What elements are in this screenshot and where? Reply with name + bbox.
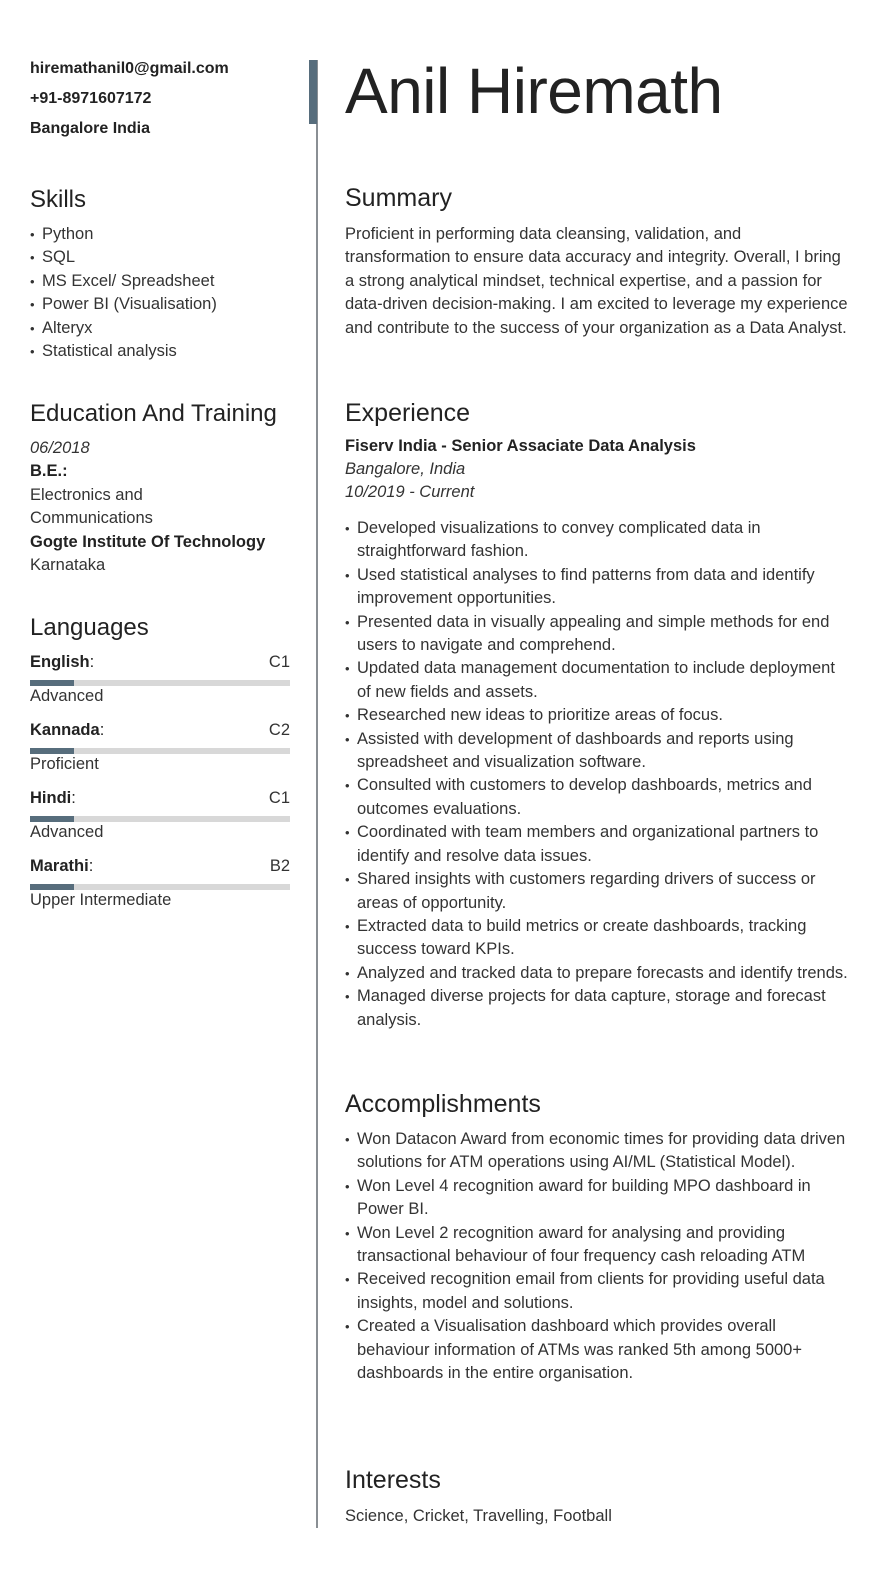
language-kannada <box>30 721 290 781</box>
language-level: C2 <box>268 721 290 739</box>
language-proficiency-fill <box>30 748 74 754</box>
skills-list <box>30 223 217 363</box>
experience-bullet: • Presented data in visually appealing and simple methods for end users to navigate and comprehend. <box>345 611 850 658</box>
accomplishment-bullet: • Won Datacon Award from economic times for providing data driven solutions for ATM operations using AI/ML (Statistical Model). <box>345 1128 850 1175</box>
language-description: Advanced <box>30 823 104 841</box>
experience-heading: Experience <box>345 399 471 427</box>
language-marathi <box>30 857 290 917</box>
education-degree: B.E.: <box>30 462 68 481</box>
contact-phone[interactable]: +91-8971607172 <box>30 90 152 107</box>
summary-heading: Summary <box>345 184 452 212</box>
interests-text: Science, Cricket, Travelling, Football <box>345 1507 612 1525</box>
accomplishment-bullet: • Won Level 2 recognition award for analysing and providing transactional behaviour of four frequency cash reloading ATM <box>345 1222 850 1269</box>
language-name: Kannada: <box>30 721 105 739</box>
experience-bullet: • Coordinated with team members and organizational partners to identify and resolve data issues. <box>345 821 850 868</box>
language-proficiency-bar <box>30 884 290 890</box>
skill-item: • Alteryx <box>30 317 217 340</box>
language-description: Upper Intermediate <box>30 891 172 909</box>
job-location: Bangalore, India <box>345 460 466 478</box>
contact-location: Bangalore India <box>30 120 151 137</box>
language-name: English: <box>30 653 95 671</box>
job-title: Fiserv India - Senior Assaciate Data Analysis <box>345 437 696 455</box>
education-heading: Education And Training <box>30 400 277 427</box>
candidate-name: Anil Hiremath <box>345 55 723 127</box>
accomplishment-bullet: • Won Level 4 recognition award for building MPO dashboard in Power BI. <box>345 1175 850 1222</box>
language-name: Hindi: <box>30 789 76 807</box>
skill-item: • Python <box>30 223 217 246</box>
language-name: Marathi: <box>30 857 94 875</box>
language-english <box>30 653 290 713</box>
job-dates: 10/2019 - Current <box>345 483 475 501</box>
language-description: Advanced <box>30 687 104 705</box>
accomplishments-heading: Accomplishments <box>345 1090 541 1118</box>
language-proficiency-fill <box>30 884 74 890</box>
accomplishments-bullets <box>345 1128 850 1385</box>
experience-bullet: • Extracted data to build metrics or create dashboards, tracking success toward KPIs. <box>345 915 850 962</box>
skill-item: • MS Excel/ Spreadsheet <box>30 270 217 293</box>
skill-item: • Statistical analysis <box>30 340 217 363</box>
accomplishment-bullet: • Received recognition email from clients for providing useful data insights, model and solutions. <box>345 1268 850 1315</box>
experience-bullet: • Shared insights with customers regarding drivers of success or areas of opportunity. <box>345 868 850 915</box>
language-proficiency-fill <box>30 680 74 686</box>
experience-bullet: • Analyzed and tracked data to prepare forecasts and identify trends. <box>345 962 850 985</box>
experience-bullet: • Assisted with development of dashboards and reports using spreadsheet and visualization software. <box>345 728 850 775</box>
summary-text: Proficient in performing data cleansing, validation, and transformation to ensure data accuracy and integrity. Overall, I bring a strong analytical mindset, technical expertise, and a passion for data-driven decision-making. I am excited to leverage my experience and contribute to the success of your organization as a Data Analyst. <box>345 225 848 337</box>
languages-heading: Languages <box>30 614 149 641</box>
skill-item: • SQL <box>30 246 217 269</box>
education-institution: Gogte Institute Of Technology <box>30 532 266 551</box>
skills-heading: Skills <box>30 186 87 213</box>
language-proficiency-bar <box>30 680 290 686</box>
experience-bullet: • Consulted with customers to develop dashboards, metrics and outcomes evaluations. <box>345 774 850 821</box>
experience-bullet: • Researched new ideas to prioritize areas of focus. <box>345 704 850 727</box>
language-proficiency-bar <box>30 816 290 822</box>
contact-email[interactable]: hiremathanil0@gmail.com <box>30 60 229 77</box>
language-proficiency-fill <box>30 816 74 822</box>
language-level: C1 <box>268 653 290 671</box>
education-entry <box>30 437 292 577</box>
interests-heading: Interests <box>345 1466 441 1494</box>
language-hindi <box>30 789 290 849</box>
language-proficiency-bar <box>30 748 290 754</box>
column-divider <box>316 60 318 1528</box>
experience-bullet: • Updated data management documentation to include deployment of new fields and assets. <box>345 657 850 704</box>
education-field-line1: Electronics and <box>30 485 143 504</box>
language-level: B2 <box>269 857 290 875</box>
education-place: Karnataka <box>30 556 106 575</box>
experience-bullet: • Developed visualizations to convey complicated data in straightforward fashion. <box>345 517 850 564</box>
education-field-line2: Communications <box>30 509 153 528</box>
language-description: Proficient <box>30 755 99 773</box>
experience-bullets <box>345 517 850 1032</box>
experience-bullet: • Used statistical analyses to find patterns from data and identify improvement opportunities. <box>345 564 850 611</box>
skill-item: • Power BI (Visualisation) <box>30 293 217 316</box>
experience-bullet: • Managed diverse projects for data capture, storage and forecast analysis. <box>345 985 850 1032</box>
column-divider-accent <box>309 60 317 124</box>
language-level: C1 <box>268 789 290 807</box>
education-date: 06/2018 <box>30 439 90 457</box>
accomplishment-bullet: • Created a Visualisation dashboard which provides overall behaviour information of ATMs was ranked 5th among 5000+ dashboards in the entire organisation. <box>345 1315 850 1385</box>
